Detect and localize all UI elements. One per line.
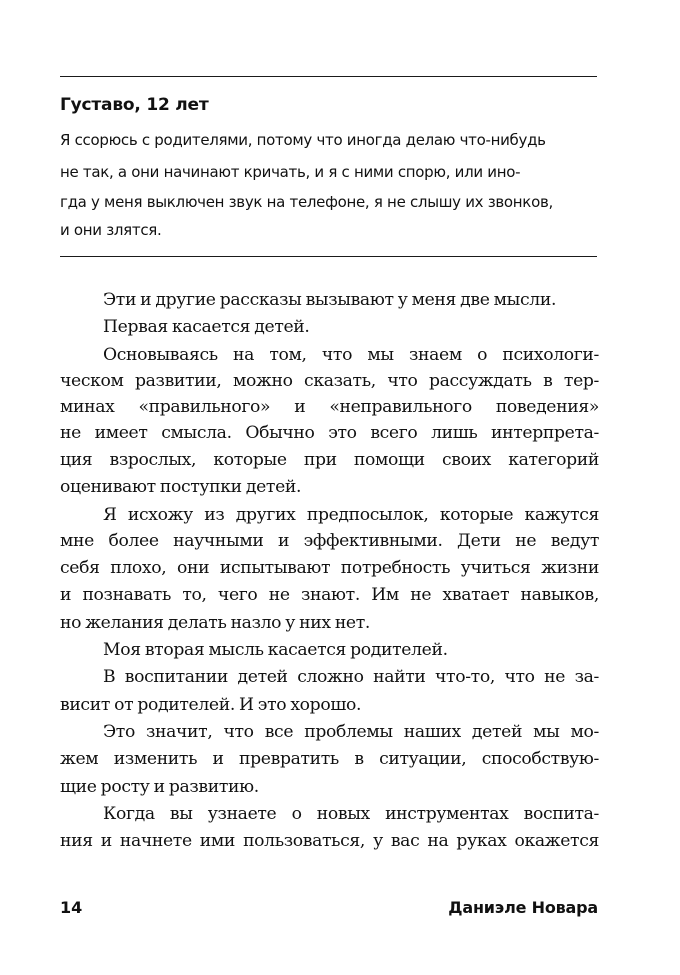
sidebar-line: и они злятся. xyxy=(60,221,162,239)
body-line: Когда вы узнаете о новых инструментах воспита- xyxy=(103,804,599,824)
body-line: щие росту и развитию. xyxy=(60,777,259,797)
running-footer-author: Даниэле Новара xyxy=(448,898,598,917)
body-line: и познавать то, чего не знают. Им не хватает навыков, xyxy=(60,585,599,605)
body-line: себя плохо, они испытывают потребность учиться жизни xyxy=(60,558,599,578)
body-line: мне более научными и эффективными. Дети не ведут xyxy=(60,531,599,551)
body-line: висит от родителей. И это хорошо. xyxy=(60,695,362,715)
sidebar-line: Я ссорюсь с родителями, потому что иногда делаю что-нибудь xyxy=(60,131,546,149)
sidebar-line: гда у меня выключен звук на телефоне, я не слышу их звонков, xyxy=(60,193,553,211)
body-line: но желания делать назло у них нет. xyxy=(60,613,371,633)
body-line: минах «правильного» и «неправильного поведения» xyxy=(60,397,599,417)
body-line: Это значит, что все проблемы наших детей мы мо- xyxy=(103,722,599,742)
body-line: оценивают поступки детей. xyxy=(60,477,302,497)
sidebar-title: Густаво, 12 лет xyxy=(60,95,209,115)
page-number: 14 xyxy=(60,898,83,917)
body-line: ческом развитии, можно сказать, что рассуждать в тер- xyxy=(60,371,599,391)
body-line: Моя вторая мысль касается родителей. xyxy=(103,640,448,660)
body-line: Я исхожу из других предпосылок, которые кажутся xyxy=(103,505,599,525)
body-line: ния и начнете ими пользоваться, у вас на руках окажется xyxy=(60,831,599,851)
body-line: В воспитании детей сложно найти что-то, что не за- xyxy=(103,667,599,687)
bottom-rule xyxy=(60,256,597,257)
body-line: Первая касается детей. xyxy=(103,317,310,337)
body-line: ция взрослых, которые при помощи своих категорий xyxy=(60,450,599,470)
top-rule xyxy=(60,76,597,77)
body-line: Основываясь на том, что мы знаем о психологи- xyxy=(103,345,599,365)
body-line: Эти и другие рассказы вызывают у меня две мысли. xyxy=(103,290,557,310)
sidebar-line: не так, а они начинают кричать, и я с ними спорю, или ино- xyxy=(60,163,521,181)
body-line: жем изменить и превратить в ситуации, способствую- xyxy=(60,749,599,769)
body-line: не имеет смысла. Обычно это всего лишь интерпрета- xyxy=(60,423,599,443)
